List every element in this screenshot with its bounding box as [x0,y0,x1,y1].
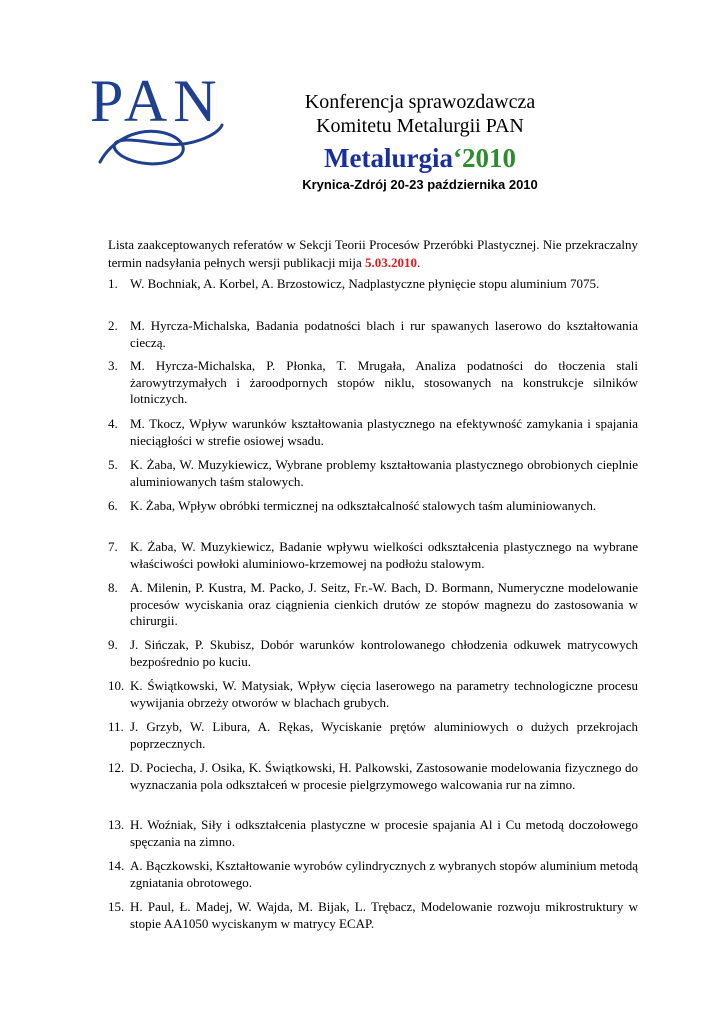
reference-text: D. Pociecha, J. Osika, K. Świątkowski, H. Palkowski, Zastosowanie modelowania fizycznego do wyznaczania pola odkształceń w procesie pielgrzymowego walcowania rur na zimno. [130,760,638,792]
reference-text: K. Świątkowski, W. Matysiak, Wpływ cięcia laserowego na parametry technologiczne procesu wywijania obrzeży otworów w blachach grubych. [130,678,638,710]
reference-number: 1. [108,276,118,291]
reference-item [108,719,638,752]
reference-text: K. Żaba, W. Muzykiewicz, Badanie wpływu wielkości odkształcenia plastycznego na wybrane właściwości powłoki aluminiowo-krzemowej na podłożu stalowym. [130,539,638,571]
deadline-date: 5.03.2010 [365,255,418,270]
reference-number: 11. [108,719,124,734]
reference-number: 8. [108,580,118,595]
reference-number: 5. [108,457,118,472]
reference-item [108,416,638,449]
reference-text: J. Sińczak, P. Skubisz, Dobór warunków kontrolowanego chłodzenia odkuwek matrycowych bezpośrednio po kuciu. [130,637,638,669]
reference-text: H. Woźniak, Siły i odkształcenia plastyczne w procesie spajania Al i Cu metodą doczołowego spęczania na zimno. [130,817,638,849]
reference-number: 13. [108,817,125,832]
reference-number: 12. [108,760,125,775]
reference-item [108,358,638,408]
reference-number: 6. [108,498,118,513]
reference-text: M. Tkocz, Wpływ warunków kształtowania plastycznego na efektywność zamykania i spajania nieciągłości w strefie osiowej wsadu. [130,416,638,448]
reference-text: M. Hyrcza-Michalska, P. Płonka, T. Mrugała, Analiza podatności do tłoczenia stali żarowytrzymałych i żaroodpornych stopów niklu, stosowanych na konstrukcje silników lotniczych. [130,358,638,406]
reference-number: 7. [108,539,118,554]
reference-item [108,899,638,932]
reference-number: 4. [108,416,118,431]
pan-logo [82,70,232,180]
logo-swirl-icon [82,70,232,180]
reference-item [108,539,638,572]
reference-text: W. Bochniak, A. Korbel, A. Brzostowicz, Nadplastyczne płynięcie stopu aluminium 7075. [130,276,600,291]
reference-item [108,457,638,490]
conference-name [270,140,570,176]
intro-end: . [417,255,421,270]
reference-number: 15. [108,899,125,914]
intro-text: Lista zaakceptowanych referatów w Sekcji Teorii Procesów Przeróbki Plastycznej. Nie przekraczalny termin nadsyłania pełnych wersji publikacji mija [108,237,638,270]
reference-item [108,498,638,515]
reference-text: H. Paul, Ł. Madej, W. Wajda, M. Bijak, L. Trębacz, Modelowanie rozwoju mikrostruktury w stopie AA1050 wyciskanym w matrycy ECAP. [130,899,638,931]
intro-paragraph [108,236,638,272]
reference-item [108,276,638,293]
reference-item [108,858,638,891]
reference-text: J. Grzyb, W. Libura, A. Rękas, Wyciskanie prętów aluminiowych o dużych przekrojach poprzecznych. [130,719,638,751]
reference-item [108,318,638,351]
conference-year: ‘2010 [452,143,516,173]
reference-item [108,580,638,630]
reference-number: 9. [108,637,118,652]
reference-item [108,760,638,793]
reference-item [108,678,638,711]
reference-number: 3. [108,358,118,373]
conference-location-date: Krynica-Zdrój 20-23 października 2010 [302,177,538,192]
header-line2: Komitetu Metalurgii PAN [316,115,524,137]
reference-text: M. Hyrcza-Michalska, Badania podatności blach i rur spawanych laserowo do kształtowania cieczą. [130,318,638,350]
reference-text: K. Żaba, Wpływ obróbki termicznej na odkształcalność stalowych taśm aluminiowanych. [130,498,597,513]
conference-header [270,90,570,194]
reference-number: 2. [108,318,118,333]
reference-item [108,637,638,670]
reference-text: A. Milenin, P. Kustra, M. Packo, J. Seitz, Fr.-W. Bach, D. Bormann, Numeryczne modelowanie procesów wyciskania oraz ciągnienia cienkich drutów ze stopów magnezu do zastosowania w chirurgii. [130,580,638,628]
header-line1: Konferencja sprawozdawcza [304,91,536,113]
reference-number: 10. [108,678,125,693]
logo-text: PAN [90,68,223,134]
conference-title: Metalurgia [324,143,453,173]
reference-text: K. Żaba, W. Muzykiewicz, Wybrane problemy kształtowania plastycznego obrobionych cieplnie aluminiowanych taśm stalowych. [130,457,638,489]
reference-item [108,817,638,850]
reference-text: A. Bączkowski, Kształtowanie wyrobów cylindrycznych z wybranych stopów aluminium metodą zgniatania obrotowego. [130,858,638,890]
reference-number: 14. [108,858,125,873]
